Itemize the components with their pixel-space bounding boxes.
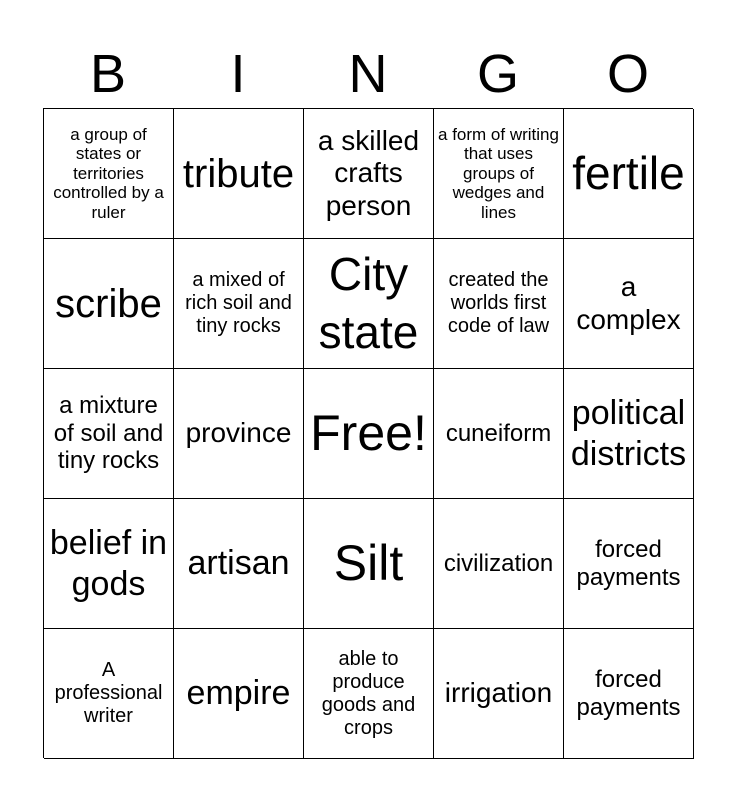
bingo-cell-r5c3[interactable]: able to produce goods and crops	[304, 629, 434, 759]
bingo-cell-r1c1[interactable]: a group of states or territories controlled by a ruler	[44, 109, 174, 239]
bingo-cell-r2c3[interactable]: City state	[304, 239, 434, 369]
header-letter-o: O	[606, 44, 649, 104]
bingo-cell-r5c2[interactable]: empire	[174, 629, 304, 759]
header-letter-n: N	[348, 44, 388, 104]
header-letter-g: G	[476, 44, 519, 104]
bingo-cell-r4c5[interactable]: forced payments	[564, 499, 694, 629]
bingo-cell-r5c4[interactable]: irrigation	[434, 629, 564, 759]
bingo-cell-r3c4[interactable]: cuneiform	[434, 369, 564, 499]
bingo-cell-r3c5[interactable]: political districts	[564, 369, 694, 499]
bingo-cell-r4c3[interactable]: Silt	[304, 499, 434, 629]
bingo-header	[43, 40, 693, 108]
bingo-cell-r2c5[interactable]: a complex	[564, 239, 694, 369]
bingo-cell-r4c2[interactable]: artisan	[174, 499, 304, 629]
header-letter-i: I	[230, 44, 246, 104]
header-letter-b: B	[89, 44, 127, 104]
bingo-cell-r1c5[interactable]: fertile	[564, 109, 694, 239]
bingo-cell-r2c4[interactable]: created the worlds first code of law	[434, 239, 564, 369]
bingo-cell-r3c1[interactable]: a mixture of soil and tiny rocks	[44, 369, 174, 499]
bingo-cell-r2c1[interactable]: scribe	[44, 239, 174, 369]
bingo-grid	[43, 108, 693, 758]
bingo-cell-r5c5[interactable]: forced payments	[564, 629, 694, 759]
bingo-cell-r4c1[interactable]: belief in gods	[44, 499, 174, 629]
bingo-cell-r2c2[interactable]: a mixed of rich soil and tiny rocks	[174, 239, 304, 369]
bingo-cell-r5c1[interactable]: A professional writer	[44, 629, 174, 759]
bingo-cell-r3c2[interactable]: province	[174, 369, 304, 499]
bingo-cell-r4c4[interactable]: civilization	[434, 499, 564, 629]
bingo-cell-r1c4[interactable]: a form of writing that uses groups of wedges and lines	[434, 109, 564, 239]
bingo-cell-r3c3-free[interactable]: Free!	[304, 369, 434, 499]
bingo-cell-r1c2[interactable]: tribute	[174, 109, 304, 239]
bingo-cell-r1c3[interactable]: a skilled crafts person	[304, 109, 434, 239]
